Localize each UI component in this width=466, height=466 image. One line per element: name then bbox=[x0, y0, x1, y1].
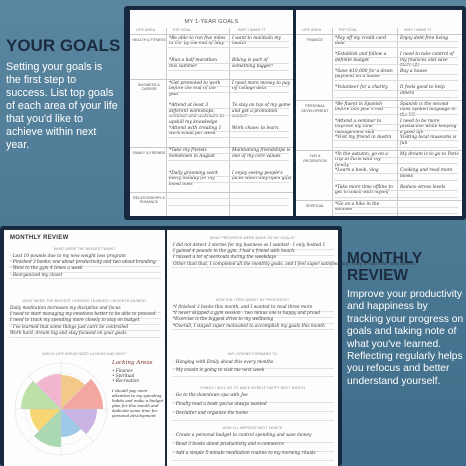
lacking-area-item: • Recreation bbox=[112, 378, 139, 383]
goal-life-area: FINANCE bbox=[307, 38, 323, 42]
review-page-left bbox=[4, 230, 165, 466]
goals-page-left bbox=[130, 10, 293, 216]
review-promo bbox=[347, 250, 464, 388]
goal-why-text: Biking is part of something bigger! bbox=[232, 58, 273, 69]
question-improve: HOW I'LL IMPROVE NEXT MONTH bbox=[222, 426, 283, 430]
ruled-line bbox=[168, 63, 289, 64]
goal-text: *Save $10,000 for a down payment on a house bbox=[335, 68, 393, 80]
goal-why-text: Work chaos: to learn. bbox=[232, 125, 280, 131]
column-divider bbox=[397, 28, 398, 216]
goal-life-area: PERSONAL DEVELOPMENT bbox=[301, 104, 329, 113]
goal-life-area: FUN & RECREATION bbox=[303, 154, 327, 163]
goal-why-text: Enjoy debt-free living bbox=[400, 35, 449, 41]
goal-text: *Be fluent in Spanish before this year's end bbox=[335, 101, 384, 113]
review-page-title: MONTHLY REVIEW bbox=[10, 235, 69, 241]
review-promo-body: Improve your productivity and happiness by tracking your progress on goals and taking note of what you've learned. Reflecting regularly helps you refocus and better understand yourself. bbox=[347, 289, 464, 387]
goal-why-text: To stay on top of my game and get a promotion sooner bbox=[232, 103, 291, 120]
ruled-line bbox=[172, 420, 334, 421]
goal-why-text: I want to maintain my health bbox=[232, 35, 281, 47]
goal-text: *Go on a hike in the summer bbox=[335, 201, 380, 213]
happy-item: - Finally read a book you've always wanted bbox=[173, 402, 267, 407]
ruled-line bbox=[334, 124, 458, 125]
lesson-item: I need to track my spending more closely to stay on budget bbox=[10, 318, 140, 324]
improve-item: - Add a simple 5-minute meditation routine to my morning rituals bbox=[173, 451, 316, 456]
lacking-area-item: • Finance bbox=[112, 368, 133, 373]
goal-why-text: I need to be more productive while keeping a good life bbox=[400, 118, 457, 135]
goal-life-area: FAMILY & FRIENDS bbox=[132, 150, 166, 155]
improve-item: - Create a personal budget to control spending and save money bbox=[173, 433, 312, 438]
goal-text: *Take more time offline to get in touch with myself bbox=[335, 184, 393, 196]
ruled-line bbox=[168, 86, 289, 87]
goal-why-text: I enjoy seeing people's faces when they open gifts bbox=[232, 170, 292, 182]
ruled-line bbox=[334, 130, 458, 131]
goal-text: *Run a half marathon this summer bbox=[169, 58, 217, 69]
ruled-line bbox=[172, 267, 334, 268]
ruled-line bbox=[168, 108, 289, 109]
column-divider bbox=[166, 28, 167, 216]
ruled-line bbox=[168, 176, 289, 177]
ruled-line bbox=[168, 131, 289, 132]
question-progress: WHAT PROGRESS WERE MADE ON MY GOALS? bbox=[209, 236, 296, 240]
goal-life-area: RELATIONSHIPS & ROMANCE bbox=[133, 195, 165, 204]
col-life-area: LIFE AREA bbox=[136, 28, 156, 32]
review-promo-title: MONTHLY REVIEW bbox=[347, 250, 422, 284]
lesson-item: Daily meditation increases my discipline and focus bbox=[10, 306, 121, 311]
goal-text: *Volunteer for a charity bbox=[335, 85, 388, 91]
goal-why-text: Cooking and read more books bbox=[400, 168, 453, 179]
lesson-item: - I've learned that some things just can't be controlled bbox=[10, 324, 129, 330]
ruled-line bbox=[168, 153, 289, 154]
win-item: - Reorganized my closet bbox=[10, 272, 63, 278]
col-top-goal: TOP GOAL bbox=[172, 28, 192, 32]
ruled-line bbox=[9, 278, 161, 279]
improve-item: - Read 3 books about productivity and e-commerce bbox=[173, 442, 285, 447]
goal-why-text: Maintaining friendships is one of my core values bbox=[232, 148, 291, 159]
ruled-line bbox=[334, 173, 458, 174]
ruled-line bbox=[334, 207, 458, 208]
ruled-line bbox=[334, 41, 458, 42]
question-make-happy: THINGS I WILL DO TO MAKE MYSELF HAPPY NEXT MONTH bbox=[199, 386, 306, 390]
win-item: - Finished 3 books: one about productivity and two about branding bbox=[10, 260, 156, 266]
ruled-line bbox=[168, 70, 289, 71]
life-wheel-chart bbox=[12, 360, 110, 458]
col-why: WHY I WANT IT bbox=[404, 28, 432, 32]
feel-item: *Exercise is the biggest drive to my wellbeing bbox=[173, 317, 274, 323]
goal-text: *Attend at least 3 different workshops, seminar and webinars to upskill my knowledge bbox=[169, 103, 225, 125]
goal-text: *Take my friends hometown in August bbox=[169, 148, 215, 159]
col-life-area: LIFE AREA bbox=[302, 28, 322, 32]
question-biggest-wins: WHAT WERE THE BIGGEST WINS? bbox=[53, 247, 116, 251]
ruled-line bbox=[172, 329, 334, 330]
progress-item: I missed a lot of workouts during the weekdays bbox=[173, 255, 277, 261]
ruled-line bbox=[334, 190, 458, 191]
goal-why-text: Reduce stress levels bbox=[400, 184, 446, 190]
goals-promo-title: YOUR GOALS bbox=[6, 36, 121, 55]
goal-text: *Get promoted to work before the end of the year bbox=[169, 80, 221, 97]
ruled-line bbox=[334, 140, 458, 141]
ruled-line bbox=[168, 115, 289, 116]
goals-notebook bbox=[124, 6, 466, 220]
goal-text: *Attend a seminar to improve my time management skill bbox=[335, 118, 382, 135]
goals-column-headers-right bbox=[296, 25, 462, 32]
goal-text: *Establish and follow a definite budget bbox=[335, 52, 387, 63]
goal-why-text: My dream is to go to Paris bbox=[400, 151, 459, 157]
lacking-areas-box bbox=[112, 360, 164, 418]
column-divider bbox=[332, 28, 333, 216]
ruled-line bbox=[334, 213, 458, 214]
ruled-line bbox=[168, 47, 289, 48]
ruled-line bbox=[334, 147, 458, 148]
progress-item: Other than that, I completed all the monthly goals, and I feel super satisfied and ready to start the next month. bbox=[173, 261, 416, 267]
lesson-item: Work hard, dream big and stay focused on your goals bbox=[10, 330, 127, 336]
goal-life-area: HEALTH & FITNESS bbox=[132, 38, 166, 42]
win-item: - Lost 10 pounds due to my new weight loss program bbox=[10, 254, 126, 259]
goal-why-text: I need more money to pay off college debt bbox=[232, 80, 291, 92]
ruled-line bbox=[334, 57, 458, 58]
goal-text: *Daily grooming work every holiday for my loved ones bbox=[169, 170, 218, 187]
goals-page-title: MY 1-YEAR GOALS bbox=[184, 19, 239, 25]
ruled-line bbox=[168, 182, 289, 183]
ruled-line bbox=[334, 47, 458, 48]
ruled-line bbox=[172, 376, 334, 377]
ruled-line bbox=[334, 157, 458, 158]
goals-promo-body: Setting your goals is the first step to success. List top goals of each area of your life that you'd like to achieve within next year. bbox=[6, 61, 118, 151]
ruled-line bbox=[172, 460, 334, 461]
forward-item: - My cousin is going to visit me next week bbox=[173, 368, 265, 373]
ruled-line bbox=[168, 41, 289, 42]
col-top-goal: TOP GOAL bbox=[338, 28, 358, 32]
ruled-line bbox=[9, 337, 161, 338]
goal-text: *Pay off my credit card debt bbox=[335, 35, 387, 47]
question-lessons-learned: WHAT WERE THE BIGGEST LESSONS LEARNED / INSIGHTS GAINED? bbox=[22, 299, 147, 303]
ruled-line bbox=[168, 92, 289, 93]
lacking-area-item: • Spiritual bbox=[112, 373, 135, 378]
ruled-line bbox=[168, 205, 289, 206]
ruled-line bbox=[334, 74, 458, 75]
goal-text: *Visit my friend in Austin bbox=[335, 135, 392, 141]
col-why: WHY I WANT IT bbox=[238, 28, 266, 32]
goal-why-text: It feels good to help others bbox=[400, 85, 445, 96]
question-looking-forward: AM LOOKING FORWARD TO bbox=[227, 352, 278, 356]
goal-life-area: BUSINESS & CAREER bbox=[138, 83, 160, 92]
goal-text: *Learn a book, vlog bbox=[335, 168, 379, 174]
ruled-line bbox=[168, 198, 289, 199]
goals-page-right bbox=[296, 10, 462, 216]
goal-life-area: SPIRITUAL bbox=[305, 204, 325, 208]
feel-item: *Overall, I stayed super motivated to accomplish my goals this month bbox=[173, 323, 325, 329]
progress-item: I did not detect 3 stories for my business as I wanted - I only hosted 1 bbox=[173, 243, 326, 248]
goals-column-headers bbox=[130, 25, 293, 32]
ruled-line bbox=[334, 180, 458, 181]
goal-why-text: I need to take control of my finances and save more ($) bbox=[400, 52, 454, 69]
lacking-areas-list bbox=[112, 368, 164, 383]
progress-item: I gained 4 pounds in the gym, I had a friend with beach. bbox=[173, 249, 296, 255]
happy-item: - Declutter and organize the home bbox=[173, 411, 248, 416]
feel-item: *I never skipped a gym session - two minus one is happy and proud bbox=[173, 311, 320, 317]
ruled-line bbox=[334, 163, 458, 164]
win-item: - Went to the gym 4 times a week bbox=[10, 266, 83, 272]
ruled-line bbox=[334, 80, 458, 81]
goal-text: *In the autumn, go on a trip to Paris with my family bbox=[335, 151, 388, 168]
ruled-line bbox=[334, 107, 458, 108]
happy-item: - Go to the downtown spa with Joe bbox=[173, 393, 248, 398]
goal-text: *Attend with creating 1 work email per week bbox=[169, 125, 222, 137]
question-lacking-areas: WHICH LIFE AREAS NEED LACKING AND WHY? bbox=[42, 352, 127, 356]
lesson-item: I need to start managing my emotions better to be able to proceed bbox=[10, 312, 156, 318]
question-feel-progress: HOW DID I FEEL ABOUT MY PROGRESS? bbox=[215, 298, 290, 302]
goals-promo bbox=[6, 36, 121, 152]
ruled-line bbox=[168, 160, 289, 161]
ruled-line bbox=[334, 64, 458, 65]
column-divider bbox=[229, 28, 230, 216]
goal-area-divider bbox=[130, 192, 293, 193]
lacking-areas-title: Lacking Areas bbox=[112, 360, 153, 366]
ruled-line bbox=[334, 97, 458, 98]
ruled-line bbox=[334, 197, 458, 198]
feel-item: *I finished 3 books this month, and I wanted to read three more bbox=[173, 305, 313, 310]
goal-text: *Be able to run five miles in 1hr by the end of May bbox=[169, 35, 226, 47]
goal-why-text: Spanish is the second most spoken language in the US bbox=[400, 101, 456, 119]
ruled-line bbox=[334, 90, 458, 91]
ruled-line bbox=[334, 114, 458, 115]
ruled-line bbox=[168, 137, 289, 138]
goal-why-text: Buy a house bbox=[400, 68, 428, 74]
lacking-areas-note: I should pay more attention to my spending habits and make a budget plan for this month and dedicate some time for personal development bbox=[112, 388, 164, 418]
goal-why-text: Visiting local museums is fun bbox=[400, 135, 457, 146]
forward-item: - Hanging with Emily about this every months bbox=[173, 360, 274, 365]
